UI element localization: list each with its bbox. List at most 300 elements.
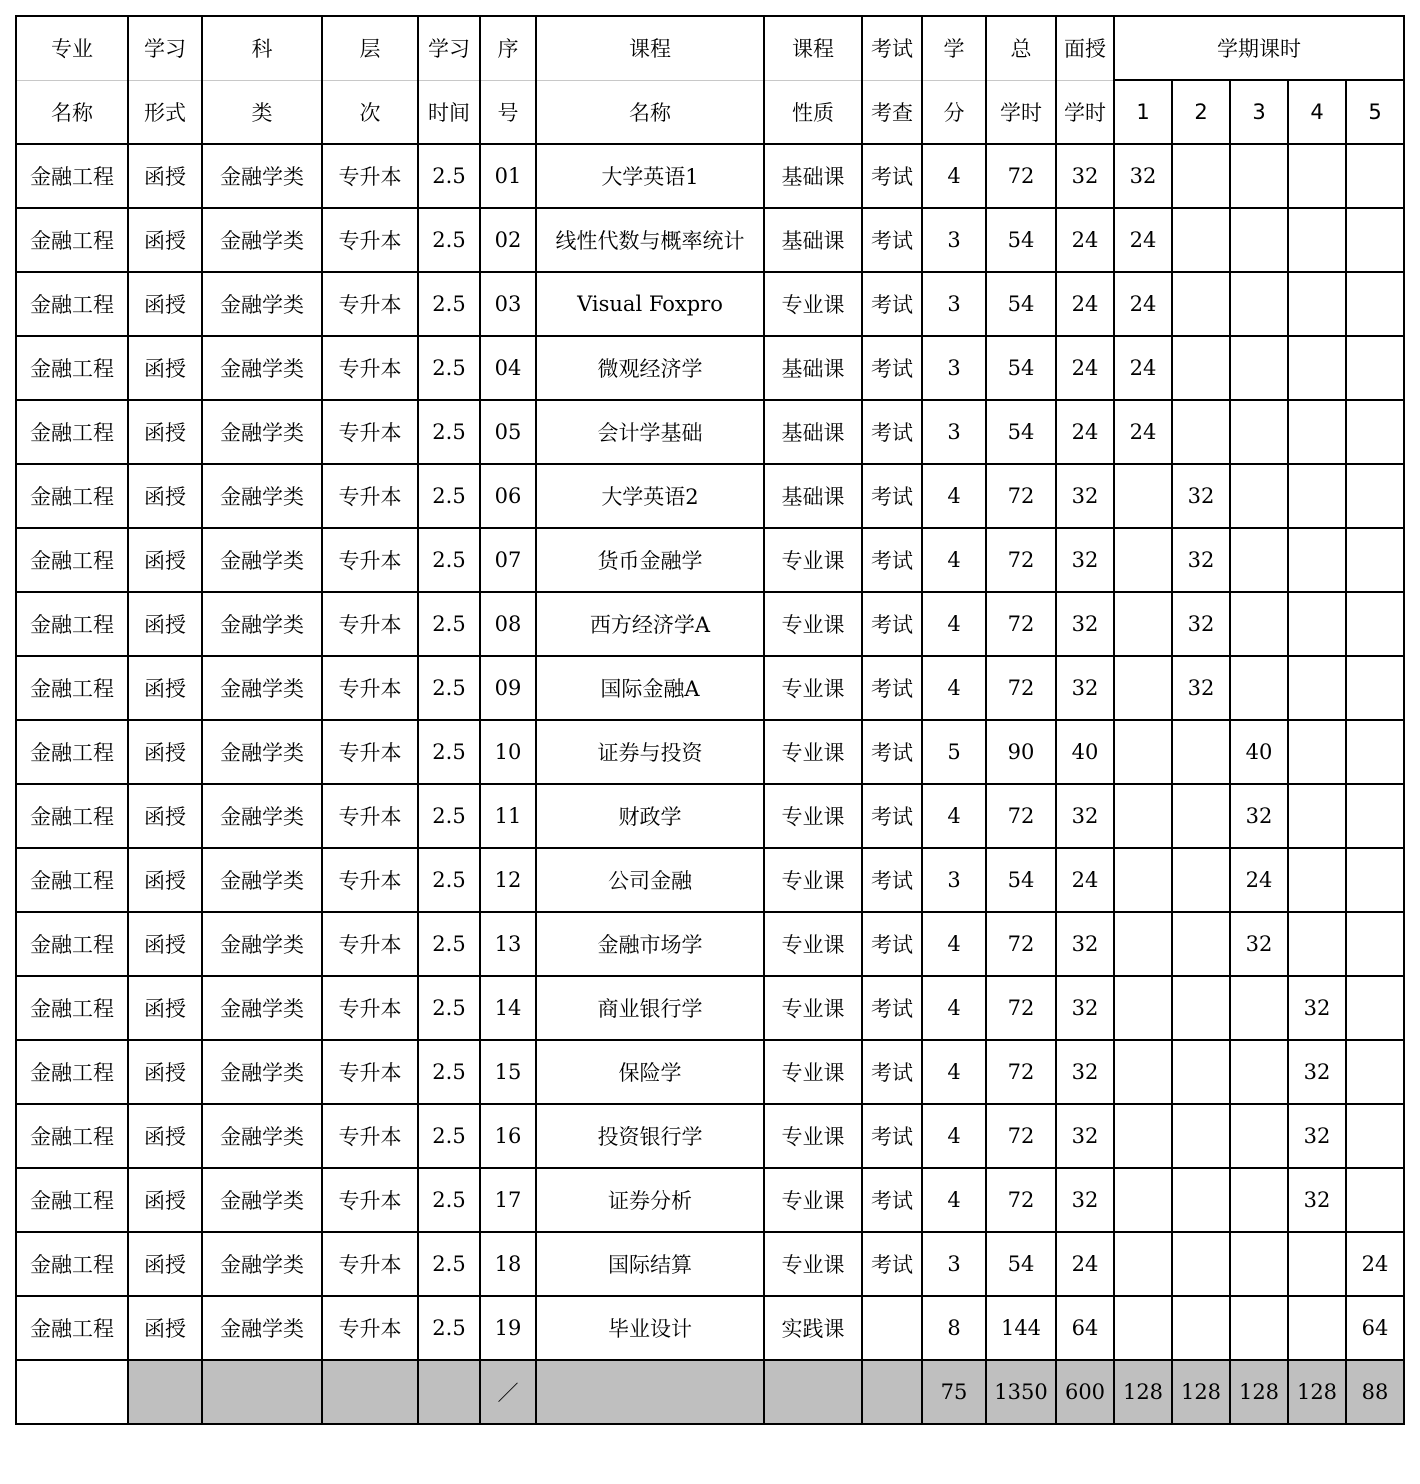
totals-shaded-cell — [202, 1360, 322, 1424]
totals-body — [16, 1360, 1404, 1424]
table-row — [16, 976, 1404, 1040]
cell-semester-1 — [1114, 848, 1172, 912]
totals-total-hours: 1350 — [986, 1360, 1056, 1424]
cell-course-nature: 基础课 — [764, 208, 862, 272]
table-row — [16, 848, 1404, 912]
cell-study-form: 函授 — [128, 272, 202, 336]
cell-semester-3: 32 — [1230, 912, 1288, 976]
cell-exam-type: 考试 — [862, 1104, 922, 1168]
cell-study-form: 函授 — [128, 1104, 202, 1168]
table-row — [16, 656, 1404, 720]
table-row — [16, 144, 1404, 208]
cell-semester-5 — [1346, 656, 1404, 720]
cell-study-form: 函授 — [128, 784, 202, 848]
cell-duration: 2.5 — [418, 1040, 480, 1104]
cell-credit: 4 — [922, 784, 986, 848]
cell-semester-2 — [1172, 912, 1230, 976]
table-row — [16, 720, 1404, 784]
header-lecture-hours: 面授 — [1056, 16, 1114, 80]
header-semester-1: 1 — [1114, 80, 1172, 144]
cell-category: 金融学类 — [202, 1040, 322, 1104]
cell-level: 专升本 — [322, 528, 418, 592]
cell-semester-5 — [1346, 272, 1404, 336]
cell-duration: 2.5 — [418, 464, 480, 528]
header-category-sub: 类 — [202, 80, 322, 144]
cell-category: 金融学类 — [202, 464, 322, 528]
cell-semester-1 — [1114, 1104, 1172, 1168]
cell-exam-type: 考试 — [862, 464, 922, 528]
cell-course-name: 国际结算 — [536, 1232, 764, 1296]
cell-semester-2 — [1172, 1232, 1230, 1296]
cell-semester-2 — [1172, 1168, 1230, 1232]
cell-level: 专升本 — [322, 720, 418, 784]
header-level: 层 — [322, 16, 418, 80]
cell-course-name: 投资银行学 — [536, 1104, 764, 1168]
cell-duration: 2.5 — [418, 656, 480, 720]
cell-credit: 4 — [922, 912, 986, 976]
cell-exam-type: 考试 — [862, 336, 922, 400]
cell-exam-type: 考试 — [862, 848, 922, 912]
cell-credit: 3 — [922, 400, 986, 464]
cell-semester-2: 32 — [1172, 592, 1230, 656]
cell-lecture-hours: 24 — [1056, 848, 1114, 912]
totals-semester-3: 128 — [1230, 1360, 1288, 1424]
cell-duration: 2.5 — [418, 528, 480, 592]
cell-semester-1 — [1114, 656, 1172, 720]
cell-semester-4 — [1288, 656, 1346, 720]
table-row — [16, 1232, 1404, 1296]
cell-seq: 08 — [480, 592, 536, 656]
header-course: 课程 — [536, 16, 764, 80]
cell-study-form: 函授 — [128, 656, 202, 720]
cell-major: 金融工程 — [16, 144, 128, 208]
cell-study-form: 函授 — [128, 1232, 202, 1296]
cell-seq: 18 — [480, 1232, 536, 1296]
cell-semester-3 — [1230, 592, 1288, 656]
cell-major: 金融工程 — [16, 976, 128, 1040]
cell-course-name: 财政学 — [536, 784, 764, 848]
table-row — [16, 208, 1404, 272]
cell-major: 金融工程 — [16, 336, 128, 400]
header-major-sub: 名称 — [16, 80, 128, 144]
cell-total-hours: 54 — [986, 1232, 1056, 1296]
header-course-sub: 名称 — [536, 80, 764, 144]
cell-course-name: 线性代数与概率统计 — [536, 208, 764, 272]
cell-level: 专升本 — [322, 784, 418, 848]
cell-duration: 2.5 — [418, 720, 480, 784]
cell-exam-type: 考试 — [862, 592, 922, 656]
cell-lecture-hours: 32 — [1056, 1040, 1114, 1104]
cell-total-hours: 72 — [986, 1104, 1056, 1168]
header-credit-sub: 分 — [922, 80, 986, 144]
cell-lecture-hours: 32 — [1056, 976, 1114, 1040]
cell-exam-type: 考试 — [862, 1040, 922, 1104]
cell-semester-1 — [1114, 1232, 1172, 1296]
totals-semester-1: 128 — [1114, 1360, 1172, 1424]
cell-seq: 13 — [480, 912, 536, 976]
header-seq: 序 — [480, 16, 536, 80]
cell-category: 金融学类 — [202, 1168, 322, 1232]
cell-total-hours: 54 — [986, 208, 1056, 272]
cell-duration: 2.5 — [418, 272, 480, 336]
cell-credit: 4 — [922, 592, 986, 656]
cell-duration: 2.5 — [418, 912, 480, 976]
cell-level: 专升本 — [322, 208, 418, 272]
cell-level: 专升本 — [322, 592, 418, 656]
cell-semester-4 — [1288, 1296, 1346, 1360]
curriculum-table — [15, 15, 1405, 1425]
cell-exam-type — [862, 1296, 922, 1360]
cell-lecture-hours: 24 — [1056, 208, 1114, 272]
cell-semester-2 — [1172, 720, 1230, 784]
cell-credit: 4 — [922, 656, 986, 720]
cell-semester-3 — [1230, 528, 1288, 592]
cell-study-form: 函授 — [128, 1296, 202, 1360]
cell-course-name: Visual Foxpro — [536, 272, 764, 336]
cell-exam-type: 考试 — [862, 720, 922, 784]
cell-semester-2 — [1172, 976, 1230, 1040]
cell-category: 金融学类 — [202, 976, 322, 1040]
cell-semester-5 — [1346, 848, 1404, 912]
cell-credit: 4 — [922, 1168, 986, 1232]
cell-study-form: 函授 — [128, 528, 202, 592]
cell-semester-2 — [1172, 1296, 1230, 1360]
cell-exam-type: 考试 — [862, 1168, 922, 1232]
header-semester-5: 5 — [1346, 80, 1404, 144]
cell-semester-1 — [1114, 1296, 1172, 1360]
cell-course-name: 证券分析 — [536, 1168, 764, 1232]
cell-semester-2 — [1172, 1040, 1230, 1104]
cell-semester-1: 24 — [1114, 208, 1172, 272]
header-duration-sub: 时间 — [418, 80, 480, 144]
cell-course-nature: 基础课 — [764, 336, 862, 400]
cell-lecture-hours: 24 — [1056, 1232, 1114, 1296]
cell-semester-5 — [1346, 1040, 1404, 1104]
cell-course-name: 微观经济学 — [536, 336, 764, 400]
cell-study-form: 函授 — [128, 144, 202, 208]
cell-study-form: 函授 — [128, 912, 202, 976]
cell-study-form: 函授 — [128, 1040, 202, 1104]
cell-exam-type: 考试 — [862, 784, 922, 848]
cell-duration: 2.5 — [418, 1168, 480, 1232]
totals-lecture-hours: 600 — [1056, 1360, 1114, 1424]
cell-course-nature: 基础课 — [764, 400, 862, 464]
cell-semester-5: 24 — [1346, 1232, 1404, 1296]
cell-category: 金融学类 — [202, 848, 322, 912]
cell-seq: 05 — [480, 400, 536, 464]
cell-major: 金融工程 — [16, 912, 128, 976]
cell-course-name: 毕业设计 — [536, 1296, 764, 1360]
header-nature-sub: 性质 — [764, 80, 862, 144]
cell-semester-2 — [1172, 784, 1230, 848]
header-seq-sub: 号 — [480, 80, 536, 144]
cell-course-nature: 专业课 — [764, 1232, 862, 1296]
table-row — [16, 912, 1404, 976]
header-semester-4: 4 — [1288, 80, 1346, 144]
table-row — [16, 1296, 1404, 1360]
cell-exam-type: 考试 — [862, 656, 922, 720]
cell-duration: 2.5 — [418, 976, 480, 1040]
cell-level: 专升本 — [322, 464, 418, 528]
cell-course-name: 货币金融学 — [536, 528, 764, 592]
cell-level: 专升本 — [322, 656, 418, 720]
cell-major: 金融工程 — [16, 464, 128, 528]
cell-semester-3 — [1230, 336, 1288, 400]
cell-semester-4 — [1288, 784, 1346, 848]
cell-semester-5 — [1346, 592, 1404, 656]
cell-total-hours: 72 — [986, 784, 1056, 848]
cell-semester-5: 64 — [1346, 1296, 1404, 1360]
cell-semester-1 — [1114, 592, 1172, 656]
totals-shaded-cell — [862, 1360, 922, 1424]
cell-semester-4: 32 — [1288, 976, 1346, 1040]
cell-course-nature: 专业课 — [764, 1040, 862, 1104]
cell-category: 金融学类 — [202, 1232, 322, 1296]
cell-level: 专升本 — [322, 336, 418, 400]
cell-course-nature: 专业课 — [764, 720, 862, 784]
cell-semester-2 — [1172, 272, 1230, 336]
cell-category: 金融学类 — [202, 656, 322, 720]
header-nature: 课程 — [764, 16, 862, 80]
cell-major: 金融工程 — [16, 208, 128, 272]
cell-course-nature: 专业课 — [764, 1168, 862, 1232]
cell-level: 专升本 — [322, 1168, 418, 1232]
cell-semester-2 — [1172, 336, 1230, 400]
cell-semester-5 — [1346, 784, 1404, 848]
cell-level: 专升本 — [322, 1296, 418, 1360]
cell-seq: 01 — [480, 144, 536, 208]
header-level-sub: 次 — [322, 80, 418, 144]
cell-duration: 2.5 — [418, 848, 480, 912]
cell-level: 专升本 — [322, 400, 418, 464]
cell-semester-4: 32 — [1288, 1040, 1346, 1104]
cell-level: 专升本 — [322, 1040, 418, 1104]
cell-category: 金融学类 — [202, 1104, 322, 1168]
cell-semester-1: 24 — [1114, 272, 1172, 336]
cell-major: 金融工程 — [16, 1040, 128, 1104]
cell-credit: 5 — [922, 720, 986, 784]
cell-course-name: 保险学 — [536, 1040, 764, 1104]
cell-duration: 2.5 — [418, 1104, 480, 1168]
cell-category: 金融学类 — [202, 144, 322, 208]
cell-semester-4 — [1288, 208, 1346, 272]
cell-lecture-hours: 32 — [1056, 912, 1114, 976]
cell-semester-4: 32 — [1288, 1104, 1346, 1168]
cell-study-form: 函授 — [128, 976, 202, 1040]
cell-study-form: 函授 — [128, 720, 202, 784]
header-study-form: 学习 — [128, 16, 202, 80]
cell-category: 金融学类 — [202, 720, 322, 784]
cell-course-name: 大学英语2 — [536, 464, 764, 528]
cell-semester-3 — [1230, 208, 1288, 272]
cell-course-name: 金融市场学 — [536, 912, 764, 976]
cell-semester-1: 32 — [1114, 144, 1172, 208]
cell-course-name: 西方经济学A — [536, 592, 764, 656]
cell-semester-2: 32 — [1172, 656, 1230, 720]
cell-major: 金融工程 — [16, 848, 128, 912]
cell-exam-type: 考试 — [862, 976, 922, 1040]
cell-category: 金融学类 — [202, 1296, 322, 1360]
cell-seq: 17 — [480, 1168, 536, 1232]
cell-seq: 19 — [480, 1296, 536, 1360]
cell-category: 金融学类 — [202, 336, 322, 400]
cell-seq: 09 — [480, 656, 536, 720]
cell-seq: 03 — [480, 272, 536, 336]
table-row — [16, 464, 1404, 528]
totals-row — [16, 1360, 1404, 1424]
cell-course-name: 大学英语1 — [536, 144, 764, 208]
totals-shaded-cell — [418, 1360, 480, 1424]
header-semester-group: 学期课时 — [1114, 16, 1404, 80]
cell-course-nature: 专业课 — [764, 976, 862, 1040]
cell-major: 金融工程 — [16, 1104, 128, 1168]
cell-level: 专升本 — [322, 1232, 418, 1296]
cell-duration: 2.5 — [418, 592, 480, 656]
table-row — [16, 1040, 1404, 1104]
cell-seq: 11 — [480, 784, 536, 848]
cell-semester-5 — [1346, 720, 1404, 784]
cell-course-nature: 专业课 — [764, 272, 862, 336]
header-exam-sub: 考查 — [862, 80, 922, 144]
table-row — [16, 784, 1404, 848]
cell-lecture-hours: 40 — [1056, 720, 1114, 784]
totals-credit: 75 — [922, 1360, 986, 1424]
cell-credit: 3 — [922, 272, 986, 336]
cell-semester-1: 24 — [1114, 336, 1172, 400]
cell-total-hours: 72 — [986, 592, 1056, 656]
cell-major: 金融工程 — [16, 528, 128, 592]
cell-total-hours: 72 — [986, 144, 1056, 208]
cell-course-name: 国际金融A — [536, 656, 764, 720]
cell-semester-3: 40 — [1230, 720, 1288, 784]
cell-semester-3: 32 — [1230, 784, 1288, 848]
header-study-form-sub: 形式 — [128, 80, 202, 144]
cell-semester-5 — [1346, 208, 1404, 272]
cell-semester-1 — [1114, 1040, 1172, 1104]
cell-semester-2 — [1172, 208, 1230, 272]
cell-semester-3: 24 — [1230, 848, 1288, 912]
table-body — [16, 16, 1404, 144]
cell-course-nature: 专业课 — [764, 784, 862, 848]
cell-semester-3 — [1230, 464, 1288, 528]
cell-semester-4 — [1288, 528, 1346, 592]
cell-semester-4: 32 — [1288, 1168, 1346, 1232]
cell-semester-5 — [1346, 400, 1404, 464]
cell-credit: 4 — [922, 528, 986, 592]
cell-duration: 2.5 — [418, 1232, 480, 1296]
cell-course-nature: 专业课 — [764, 528, 862, 592]
cell-exam-type: 考试 — [862, 144, 922, 208]
cell-credit: 4 — [922, 464, 986, 528]
cell-course-nature: 基础课 — [764, 464, 862, 528]
cell-lecture-hours: 32 — [1056, 144, 1114, 208]
cell-study-form: 函授 — [128, 400, 202, 464]
cell-major: 金融工程 — [16, 720, 128, 784]
cell-total-hours: 144 — [986, 1296, 1056, 1360]
header-category: 科 — [202, 16, 322, 80]
cell-semester-2: 32 — [1172, 464, 1230, 528]
cell-exam-type: 考试 — [862, 1232, 922, 1296]
cell-lecture-hours: 24 — [1056, 400, 1114, 464]
cell-level: 专升本 — [322, 912, 418, 976]
header-lecture-hours-sub: 学时 — [1056, 80, 1114, 144]
cell-semester-3 — [1230, 144, 1288, 208]
cell-seq: 02 — [480, 208, 536, 272]
cell-course-name: 会计学基础 — [536, 400, 764, 464]
cell-lecture-hours: 32 — [1056, 1168, 1114, 1232]
cell-lecture-hours: 32 — [1056, 784, 1114, 848]
cell-semester-5 — [1346, 528, 1404, 592]
cell-semester-3 — [1230, 1168, 1288, 1232]
cell-total-hours: 72 — [986, 976, 1056, 1040]
cell-seq: 07 — [480, 528, 536, 592]
cell-category: 金融学类 — [202, 528, 322, 592]
cell-level: 专升本 — [322, 144, 418, 208]
cell-credit: 4 — [922, 976, 986, 1040]
cell-lecture-hours: 24 — [1056, 272, 1114, 336]
cell-semester-2 — [1172, 400, 1230, 464]
cell-credit: 4 — [922, 1040, 986, 1104]
totals-semester-5: 88 — [1346, 1360, 1404, 1424]
cell-lecture-hours: 24 — [1056, 336, 1114, 400]
cell-major: 金融工程 — [16, 592, 128, 656]
cell-level: 专升本 — [322, 1104, 418, 1168]
header-major: 专业 — [16, 16, 128, 80]
cell-semester-4 — [1288, 592, 1346, 656]
cell-category: 金融学类 — [202, 912, 322, 976]
totals-shaded-cell — [322, 1360, 418, 1424]
cell-category: 金融学类 — [202, 272, 322, 336]
cell-semester-2 — [1172, 848, 1230, 912]
cell-semester-3 — [1230, 1296, 1288, 1360]
cell-course-nature: 专业课 — [764, 1104, 862, 1168]
cell-duration: 2.5 — [418, 336, 480, 400]
cell-course-nature: 基础课 — [764, 144, 862, 208]
cell-seq: 16 — [480, 1104, 536, 1168]
cell-total-hours: 72 — [986, 912, 1056, 976]
cell-credit: 4 — [922, 1104, 986, 1168]
cell-study-form: 函授 — [128, 592, 202, 656]
cell-semester-4 — [1288, 848, 1346, 912]
cell-study-form: 函授 — [128, 336, 202, 400]
cell-semester-4 — [1288, 400, 1346, 464]
cell-semester-4 — [1288, 720, 1346, 784]
cell-major: 金融工程 — [16, 784, 128, 848]
cell-semester-5 — [1346, 912, 1404, 976]
table-row — [16, 400, 1404, 464]
cell-course-nature: 专业课 — [764, 592, 862, 656]
cell-total-hours: 90 — [986, 720, 1056, 784]
cell-level: 专升本 — [322, 272, 418, 336]
header-total-hours: 总 — [986, 16, 1056, 80]
cell-semester-2: 32 — [1172, 528, 1230, 592]
cell-semester-5 — [1346, 976, 1404, 1040]
totals-semester-2: 128 — [1172, 1360, 1230, 1424]
cell-lecture-hours: 32 — [1056, 1104, 1114, 1168]
cell-course-nature: 专业课 — [764, 656, 862, 720]
header-semester-3: 3 — [1230, 80, 1288, 144]
cell-semester-4 — [1288, 144, 1346, 208]
header-total-hours-sub: 学时 — [986, 80, 1056, 144]
cell-total-hours: 54 — [986, 400, 1056, 464]
cell-study-form: 函授 — [128, 208, 202, 272]
cell-major: 金融工程 — [16, 1168, 128, 1232]
cell-credit: 3 — [922, 848, 986, 912]
cell-major: 金融工程 — [16, 656, 128, 720]
cell-seq: 06 — [480, 464, 536, 528]
cell-total-hours: 54 — [986, 336, 1056, 400]
cell-semester-3 — [1230, 1040, 1288, 1104]
